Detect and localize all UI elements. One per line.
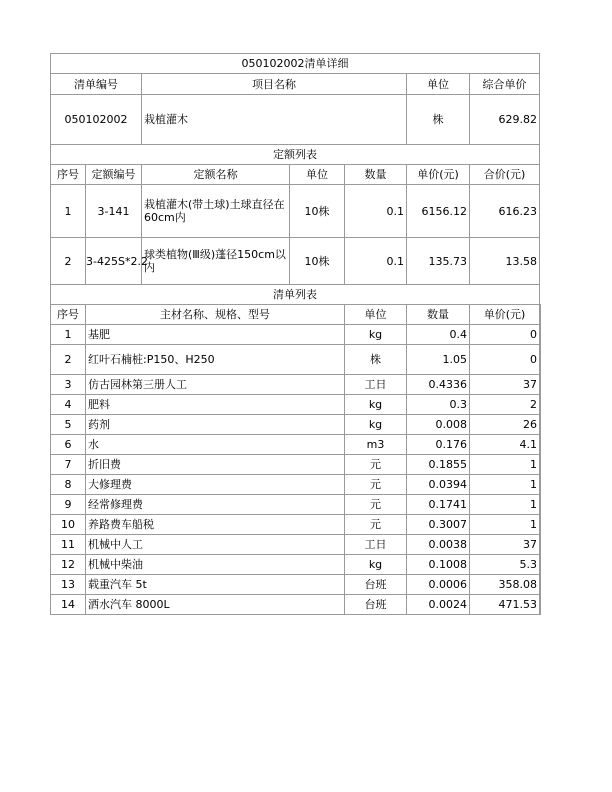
material-total	[540, 515, 541, 535]
material-total	[540, 555, 541, 575]
material-name: 红叶石楠桩:P150、H250	[86, 345, 345, 375]
quota-col-no: 序号	[51, 165, 86, 185]
quota-name: 球类植物(Ⅲ级)蓬径150cm以内	[142, 238, 290, 285]
quota-code: 3-425S*2.2	[86, 238, 142, 285]
material-no: 5	[51, 415, 86, 435]
quota-col-total: 合价(元)	[470, 165, 540, 185]
material-price: 37	[470, 535, 540, 555]
material-qty: 0.1855	[407, 455, 470, 475]
quota-header-row	[51, 165, 541, 185]
material-no: 14	[51, 595, 86, 615]
item-name: 栽植灌木	[142, 95, 407, 145]
material-row	[51, 475, 541, 495]
material-no: 3	[51, 375, 86, 395]
material-qty: 0.0024	[407, 595, 470, 615]
quota-code: 3-141	[86, 185, 142, 238]
quota-unit: 10株	[290, 185, 345, 238]
material-price: 471.53	[470, 595, 540, 615]
material-unit: 元	[345, 515, 407, 535]
material-no: 6	[51, 435, 86, 455]
item-unit: 株	[407, 95, 470, 145]
quota-qty: 0.1	[345, 185, 407, 238]
quota-price: 6156.12	[407, 185, 470, 238]
bill-code: 050102002	[51, 95, 142, 145]
material-no: 10	[51, 515, 86, 535]
material-name: 洒水汽车 8000L	[86, 595, 345, 615]
material-row	[51, 495, 541, 515]
material-no: 4	[51, 395, 86, 415]
material-name: 肥料	[86, 395, 345, 415]
material-row	[51, 375, 541, 395]
unit-label: 单位	[407, 74, 470, 95]
material-total	[540, 395, 541, 415]
materials-col-qty: 数量	[407, 305, 470, 325]
material-price: 26	[470, 415, 540, 435]
material-no: 12	[51, 555, 86, 575]
materials-col-price: 单价(元)	[470, 305, 540, 325]
material-name: 经常修理费	[86, 495, 345, 515]
material-price: 5.3	[470, 555, 540, 575]
quota-row	[51, 238, 541, 285]
material-name: 养路费车船税	[86, 515, 345, 535]
quota-col-price: 单价(元)	[407, 165, 470, 185]
material-no: 2	[51, 345, 86, 375]
material-unit: kg	[345, 395, 407, 415]
material-total	[540, 595, 541, 615]
composite-price: 629.82	[470, 95, 540, 145]
material-qty: 0.0038	[407, 535, 470, 555]
material-price: 1	[470, 455, 540, 475]
material-qty: 0.4	[407, 325, 470, 345]
material-qty: 0.0394	[407, 475, 470, 495]
materials-header-row	[51, 305, 541, 325]
quota-col-qty: 数量	[345, 165, 407, 185]
material-price: 1	[470, 495, 540, 515]
quota-row	[51, 185, 541, 238]
material-total	[540, 455, 541, 475]
quota-col-unit: 单位	[290, 165, 345, 185]
material-unit: 台班	[345, 575, 407, 595]
quota-qty: 0.1	[345, 238, 407, 285]
material-row	[51, 345, 541, 375]
material-unit: 元	[345, 495, 407, 515]
material-name: 载重汽车 5t	[86, 575, 345, 595]
material-row	[51, 415, 541, 435]
quota-no: 2	[51, 238, 86, 285]
quota-col-code: 定额编号	[86, 165, 142, 185]
quota-total: 13.58	[470, 238, 540, 285]
material-no: 9	[51, 495, 86, 515]
title-row	[51, 54, 541, 74]
material-qty: 0.176	[407, 435, 470, 455]
material-row	[51, 325, 541, 345]
material-no: 8	[51, 475, 86, 495]
quota-section-row	[51, 145, 541, 165]
material-qty: 0.3	[407, 395, 470, 415]
material-qty: 0.0006	[407, 575, 470, 595]
material-price: 0	[470, 345, 540, 375]
material-unit: kg	[345, 325, 407, 345]
table-title: 050102002清单详细	[51, 54, 540, 74]
material-name: 基肥	[86, 325, 345, 345]
code-label: 清单编号	[51, 74, 142, 95]
material-row	[51, 455, 541, 475]
material-row	[51, 435, 541, 455]
material-name: 机械中柴油	[86, 555, 345, 575]
material-total	[540, 575, 541, 595]
material-no: 7	[51, 455, 86, 475]
material-row	[51, 515, 541, 535]
material-no: 1	[51, 325, 86, 345]
material-total	[540, 535, 541, 555]
material-unit: 工日	[345, 535, 407, 555]
material-qty: 0.008	[407, 415, 470, 435]
material-price: 1	[470, 515, 540, 535]
material-row	[51, 575, 541, 595]
material-price: 1	[470, 475, 540, 495]
quota-total: 616.23	[470, 185, 540, 238]
material-price: 37	[470, 375, 540, 395]
material-unit: m3	[345, 435, 407, 455]
material-row	[51, 395, 541, 415]
material-total	[540, 475, 541, 495]
material-no: 13	[51, 575, 86, 595]
material-unit: 株	[345, 345, 407, 375]
materials-section-title: 清单列表	[51, 285, 540, 305]
quota-price: 135.73	[407, 238, 470, 285]
material-row	[51, 595, 541, 615]
material-total	[540, 495, 541, 515]
quota-no: 1	[51, 185, 86, 238]
name-label: 项目名称	[142, 74, 407, 95]
material-total	[540, 415, 541, 435]
material-total	[540, 345, 541, 375]
material-qty: 0.1741	[407, 495, 470, 515]
material-unit: kg	[345, 555, 407, 575]
material-name: 机械中人工	[86, 535, 345, 555]
material-total	[540, 435, 541, 455]
material-no: 11	[51, 535, 86, 555]
bill-detail-table	[50, 53, 541, 615]
material-row	[51, 535, 541, 555]
materials-col-unit: 单位	[345, 305, 407, 325]
material-price: 0	[470, 325, 540, 345]
material-unit: 工日	[345, 375, 407, 395]
material-total	[540, 325, 541, 345]
material-qty: 1.05	[407, 345, 470, 375]
header-label-row	[51, 74, 541, 95]
material-price: 4.1	[470, 435, 540, 455]
material-name: 仿古园林第三册人工	[86, 375, 345, 395]
material-name: 大修理费	[86, 475, 345, 495]
quota-name: 栽植灌木(带土球)土球直径在60cm内	[142, 185, 290, 238]
material-price: 358.08	[470, 575, 540, 595]
materials-col-no: 序号	[51, 305, 86, 325]
material-row	[51, 555, 541, 575]
material-name: 折旧费	[86, 455, 345, 475]
material-qty: 0.3007	[407, 515, 470, 535]
quota-section-title: 定额列表	[51, 145, 540, 165]
material-price: 2	[470, 395, 540, 415]
quota-col-name: 定额名称	[142, 165, 290, 185]
table-body	[51, 54, 541, 615]
material-qty: 0.1008	[407, 555, 470, 575]
price-label: 综合单价	[470, 74, 540, 95]
material-unit: 元	[345, 455, 407, 475]
material-total	[540, 375, 541, 395]
header-value-row	[51, 95, 541, 145]
material-unit: 元	[345, 475, 407, 495]
materials-col-name: 主材名称、规格、型号	[86, 305, 345, 325]
material-unit: kg	[345, 415, 407, 435]
materials-section-row	[51, 285, 541, 305]
material-unit: 台班	[345, 595, 407, 615]
materials-col-total	[540, 305, 541, 325]
material-qty: 0.4336	[407, 375, 470, 395]
material-name: 药剂	[86, 415, 345, 435]
material-name: 水	[86, 435, 345, 455]
quota-unit: 10株	[290, 238, 345, 285]
